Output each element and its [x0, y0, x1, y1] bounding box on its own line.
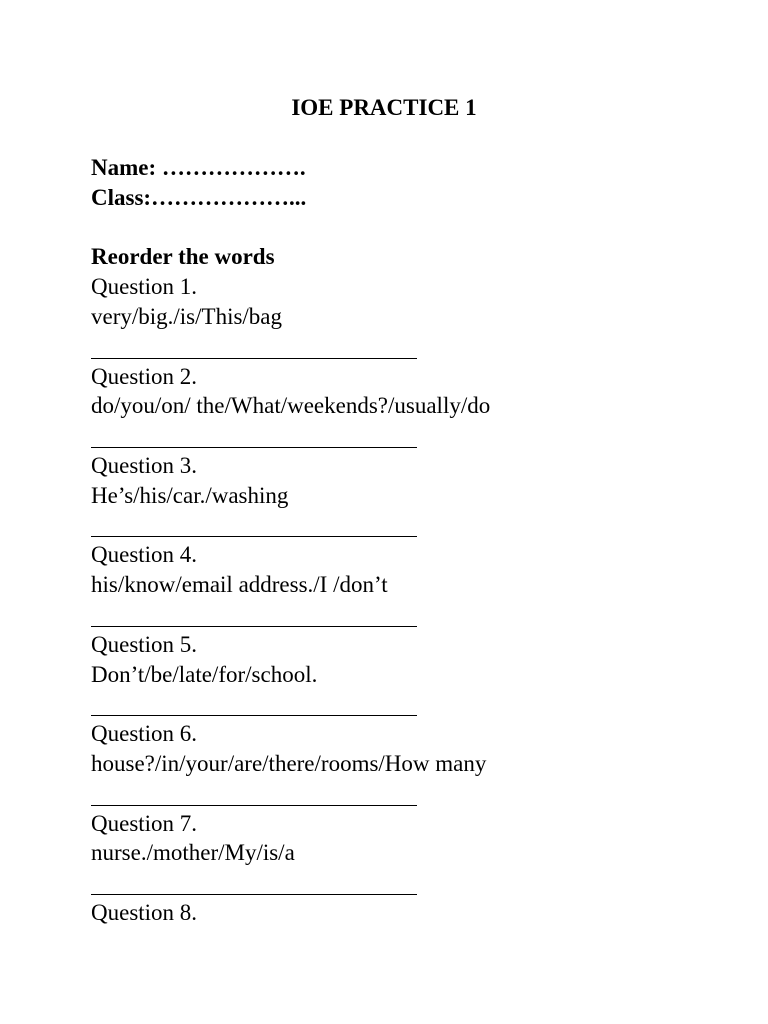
- question-label: Question 2.: [91, 363, 198, 389]
- answer-rule: [91, 805, 417, 806]
- question-words: Don’t/be/late/for/school.: [91, 661, 318, 687]
- answer-rule: [91, 626, 417, 627]
- question-label: Question 1.: [91, 274, 198, 300]
- question-words: his/know/email address./I /don’t: [91, 572, 388, 598]
- section-heading: Reorder the words: [91, 244, 275, 270]
- question-words: nurse./mother/My/is/a: [91, 840, 295, 866]
- worksheet-body: [91, 153, 731, 928]
- question-label: Question 8.: [91, 899, 198, 925]
- question-item: [91, 272, 731, 361]
- answer-line[interactable]: [91, 600, 731, 630]
- page-title: IOE PRACTICE 1: [291, 95, 477, 120]
- answer-line[interactable]: [91, 511, 731, 541]
- spacer: [91, 213, 731, 243]
- answer-line[interactable]: [91, 689, 731, 719]
- question-label: Question 5.: [91, 631, 198, 657]
- question-item: [91, 809, 731, 898]
- question-label: Question 3.: [91, 452, 198, 478]
- question-words: do/you/on/ the/What/weekends?/usually/do: [91, 393, 491, 419]
- answer-rule: [91, 358, 417, 359]
- question-label: Question 7.: [91, 810, 198, 836]
- question-item: [91, 719, 731, 808]
- name-field: Name: ……………….: [91, 155, 306, 180]
- answer-rule: [91, 536, 417, 537]
- answer-line[interactable]: [91, 332, 731, 362]
- question-words: house?/in/your/are/there/rooms/How many: [91, 750, 487, 776]
- question-label: Question 4.: [91, 542, 198, 568]
- answer-line[interactable]: [91, 421, 731, 451]
- answer-line[interactable]: [91, 868, 731, 898]
- answer-rule: [91, 447, 417, 448]
- question-item: [91, 540, 731, 629]
- question-item: [91, 451, 731, 540]
- answer-rule: [91, 715, 417, 716]
- question-words: very/big./is/This/bag: [91, 303, 283, 329]
- question-item: [91, 362, 731, 451]
- question-item: [91, 630, 731, 719]
- question-item: [91, 898, 731, 928]
- answer-line[interactable]: [91, 779, 731, 809]
- answer-rule: [91, 894, 417, 895]
- class-field: Class:………………...: [91, 184, 307, 210]
- question-words: He’s/his/car./washing: [91, 482, 289, 508]
- question-label: Question 6.: [91, 721, 198, 747]
